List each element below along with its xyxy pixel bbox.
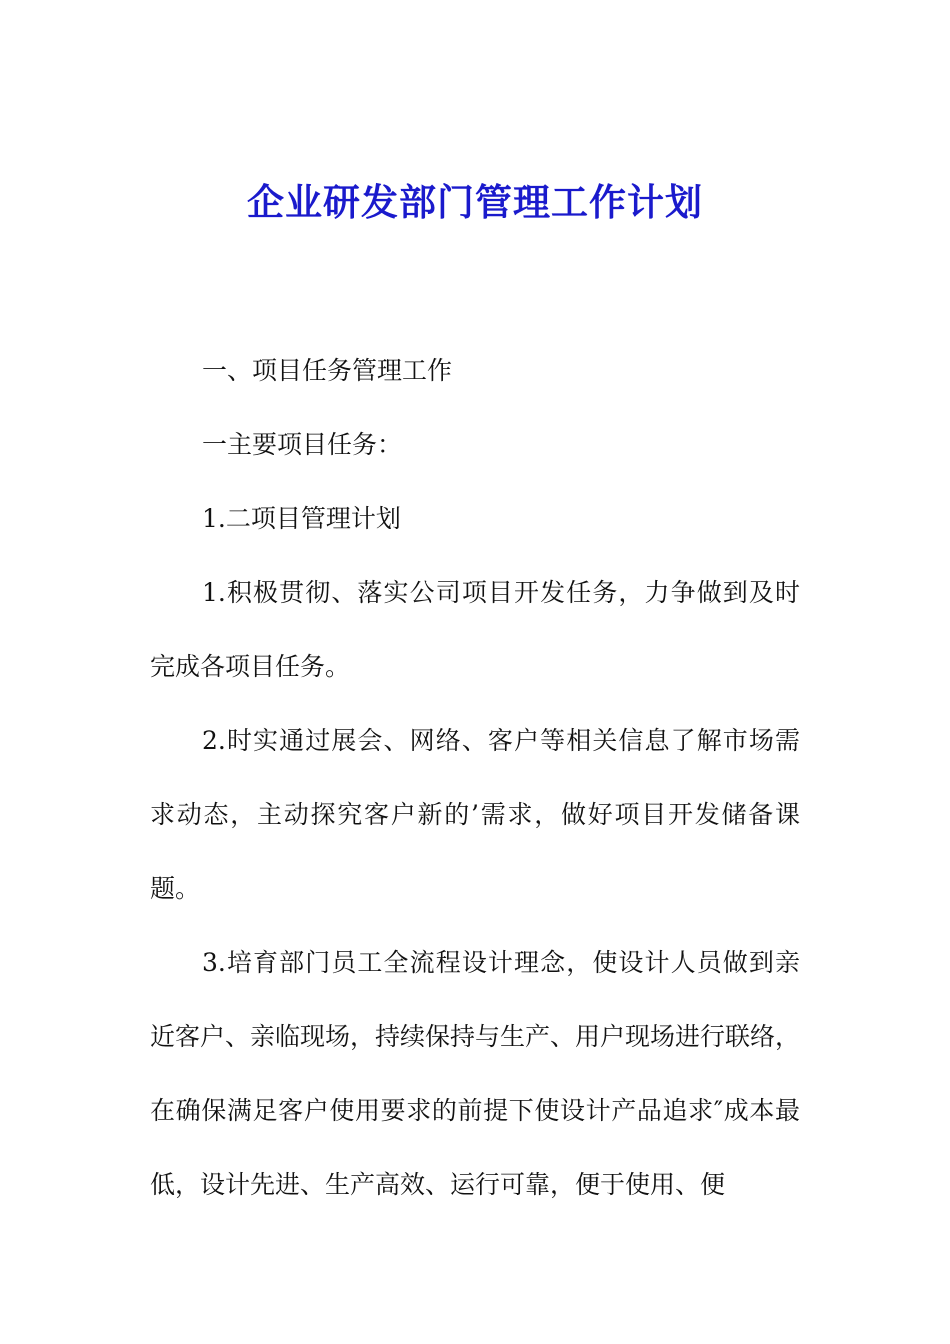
paragraph-item-2: 2.时实通过展会、网络、客户等相关信息了解市场需求动态，主动探究客户新的’需求，做好项目开发储备课题。 <box>150 726 800 903</box>
document-body <box>150 334 800 1222</box>
subheading-main-tasks: 一主要项目任务： <box>202 430 403 459</box>
section-heading-project-tasks: 一、项目任务管理工作 <box>202 356 453 385</box>
subheading-management-plan: 1.二项目管理计划 <box>202 504 401 533</box>
page-title: 企业研发部门管理工作计划 <box>247 180 703 224</box>
paragraph-item-1: 1.积极贯彻、落实公司项目开发任务，力争做到及时完成各项目任务。 <box>150 578 800 681</box>
paragraph-item-3: 3.培育部门员工全流程设计理念，使设计人员做到亲近客户、亲临现场，持续保持与生产、用户现场进行联络，在确保满足客户使用要求的前提下使设计产品追求″成本最低，设计先进、生产高效、运行可靠，便于使用、便 <box>150 948 801 1199</box>
